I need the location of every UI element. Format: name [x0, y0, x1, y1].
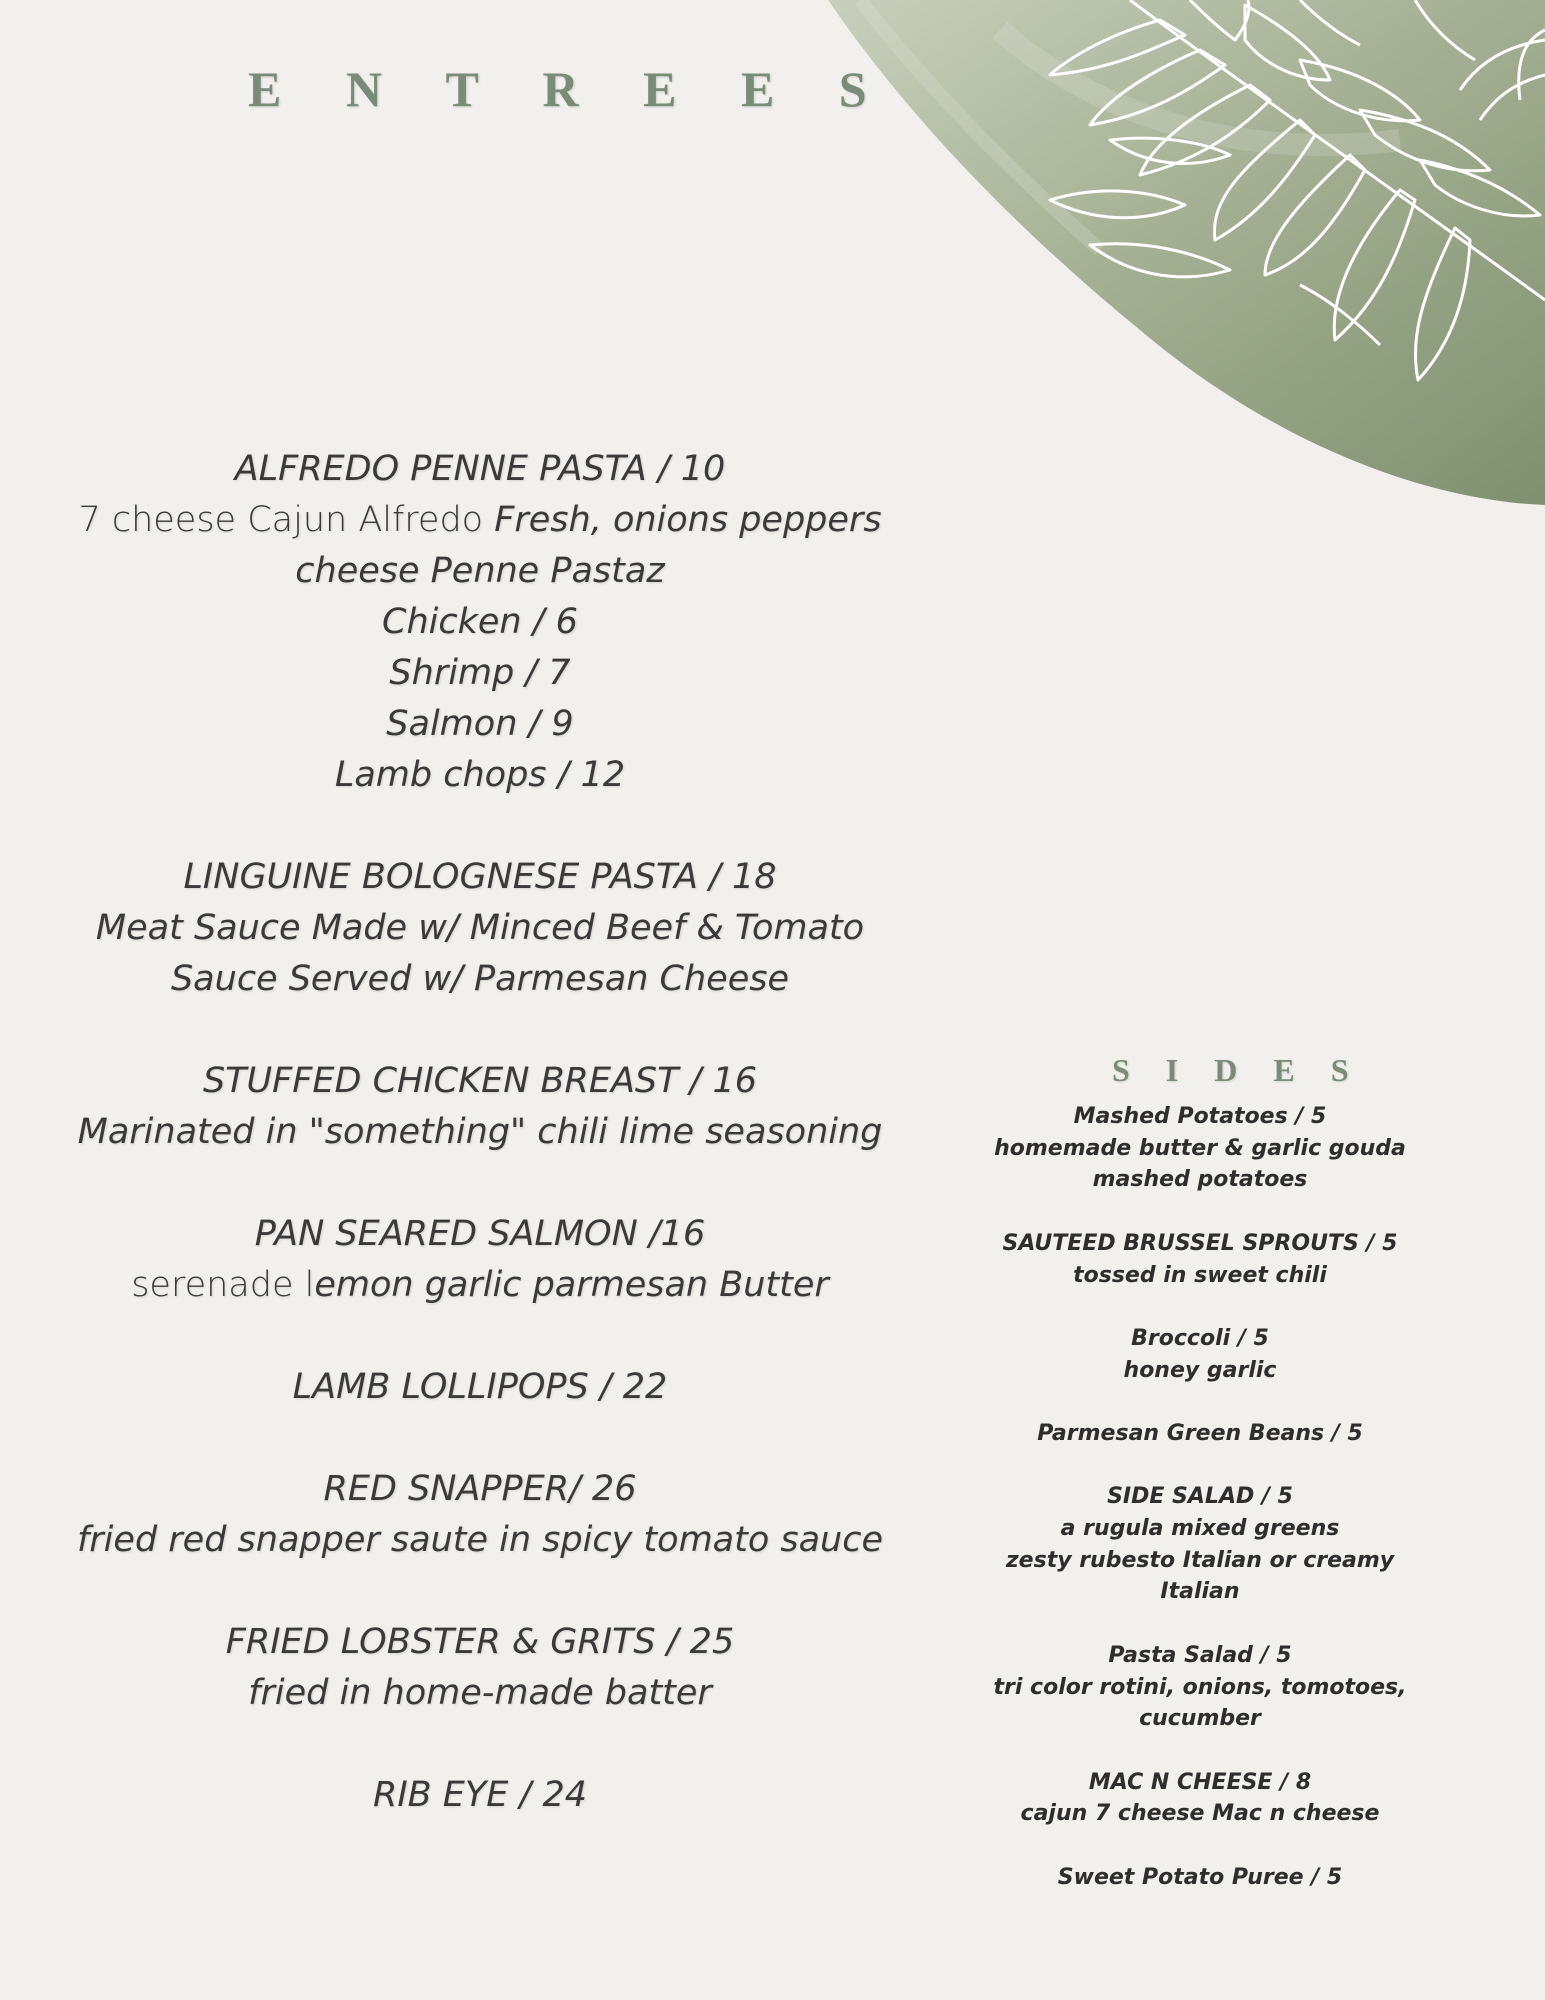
entree-addon: Shrimp / 7	[389, 653, 571, 693]
side-description: tossed in sweet chili	[1073, 1262, 1327, 1288]
entree-name: STUFFED CHICKEN BREAST / 16	[202, 1061, 758, 1101]
entree-description: Meat Sauce Made w/ Minced Beef & Tomato	[95, 908, 865, 948]
entree-name: RED SNAPPER/ 26	[323, 1469, 637, 1509]
side-description: homemade butter & garlic gouda	[994, 1135, 1406, 1161]
sides-heading: S I D E S	[1112, 1052, 1363, 1088]
entree-addon: Chicken / 6	[382, 602, 578, 642]
entree-description: serenade lemon garlic parmesan Butter	[131, 1265, 829, 1305]
side-name: Parmesan Green Beans / 5	[1037, 1420, 1363, 1446]
side-name: MAC N CHEESE / 8	[1088, 1769, 1312, 1795]
side-description: zesty rubesto Italian or creamy	[1005, 1547, 1395, 1573]
side-name: Pasta Salad / 5	[1108, 1642, 1292, 1668]
entree-addon: Lamb chops / 12	[334, 755, 626, 795]
side-description: Italian	[1160, 1579, 1240, 1605]
entree-name: RIB EYE / 24	[373, 1775, 587, 1815]
side-name: Mashed Potatoes / 5	[1073, 1104, 1327, 1129]
side-name: SAUTEED BRUSSEL SPROUTS / 5	[1002, 1230, 1398, 1256]
entree-name: LAMB LOLLIPOPS / 22	[292, 1367, 668, 1407]
entree-description: fried red snapper saute in spicy tomato sauce	[76, 1520, 884, 1560]
side-description: cajun 7 cheese Mac n cheese	[1020, 1801, 1380, 1827]
side-description: mashed potatoes	[1092, 1167, 1308, 1193]
entree-description: Marinated in "something" chili lime seasoning	[77, 1112, 883, 1152]
entree-name: FRIED LOBSTER & GRITS / 25	[225, 1622, 735, 1662]
entree-name: ALFREDO PENNE PASTA / 10	[234, 449, 726, 489]
entree-name: PAN SEARED SALMON /16	[254, 1214, 706, 1254]
side-name: Broccoli / 5	[1131, 1325, 1269, 1351]
entree-name: LINGUINE BOLOGNESE PASTA / 18	[183, 857, 777, 897]
side-name: SIDE SALAD / 5	[1107, 1484, 1293, 1510]
entree-description: fried in home-made batter	[248, 1673, 712, 1713]
entree-description: Sauce Served w/ Parmesan Cheese	[170, 959, 790, 999]
entree-description: 7 cheese Cajun Alfredo Fresh, onions peppers	[78, 500, 882, 540]
entree-addon: Salmon / 9	[386, 704, 574, 744]
sides-list	[960, 1101, 1440, 1893]
side-description: cucumber	[1139, 1706, 1261, 1732]
side-description: tri color rotini, onions, tomotoes,	[993, 1674, 1407, 1700]
entrees-list	[30, 444, 930, 1821]
entrees-heading: E N T R E E S	[248, 61, 893, 117]
entree-description: cheese Penne Pastaz	[295, 551, 665, 591]
side-name: Sweet Potato Puree / 5	[1057, 1864, 1343, 1890]
side-description: honey garlic	[1123, 1357, 1277, 1383]
side-description: a rugula mixed greens	[1060, 1516, 1340, 1542]
